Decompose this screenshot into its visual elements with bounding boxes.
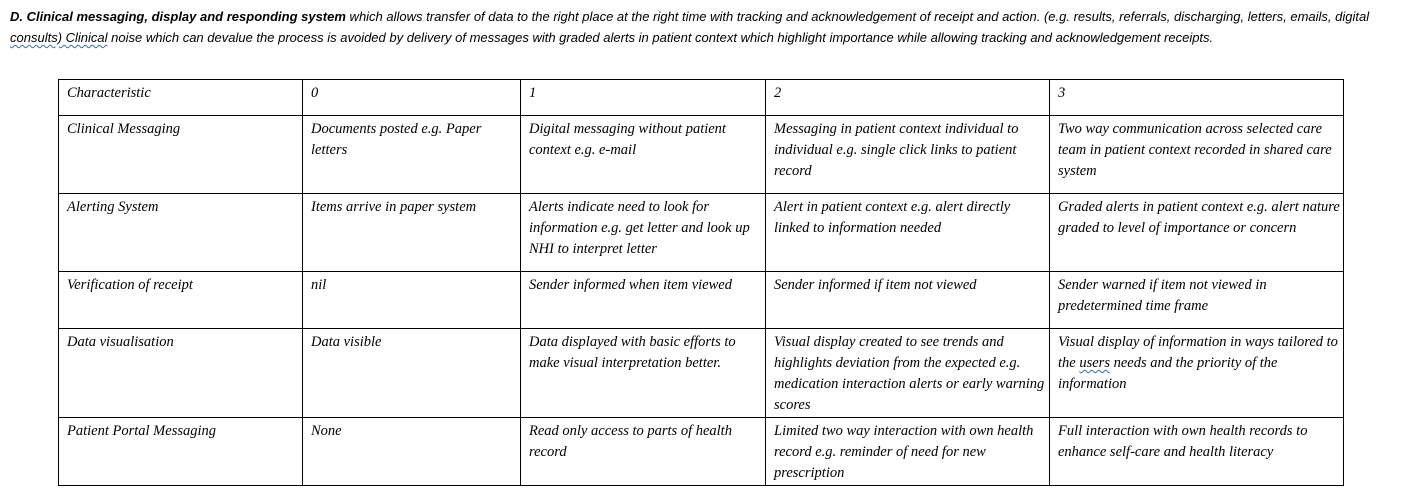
level-1-cell: Digital messaging without patient context e.g. e-mail (521, 116, 766, 194)
level-3-cell: Full interaction with own health records to enhance self-care and health literacy (1050, 418, 1344, 486)
characteristic-cell: Patient Portal Messaging (59, 418, 303, 486)
level-3-cell: Sender warned if item not viewed in predetermined time frame (1050, 272, 1344, 329)
level-3-cell (1050, 329, 1344, 418)
level-0-cell: nil (303, 272, 521, 329)
level-3-cell: Graded alerts in patient context e.g. alert nature graded to level of importance or concern (1050, 194, 1344, 272)
characteristic-cell: Clinical Messaging (59, 116, 303, 194)
level-2-cell: Messaging in patient context individual to individual e.g. single click links to patient record (766, 116, 1050, 194)
level-0-cell: Items arrive in paper system (303, 194, 521, 272)
level-2-cell: Alert in patient context e.g. alert directly linked to information needed (766, 194, 1050, 272)
level-3-text-after: needs and the priority of the information (1058, 355, 1278, 392)
level-0-cell: Data visible (303, 329, 521, 418)
section-heading: D. Clinical messaging, display and responding system (10, 9, 346, 24)
level-2-cell: Sender informed if item not viewed (766, 272, 1050, 329)
level-2-cell: Limited two way interaction with own health record e.g. reminder of need for new prescription (766, 418, 1050, 486)
header-level-0: 0 (303, 80, 521, 116)
characteristic-cell: Data visualisation (59, 329, 303, 418)
spellcheck-flagged-text: consults) Clinical (10, 30, 108, 45)
intro-paragraph (10, 6, 1414, 48)
table-row (59, 116, 1344, 194)
table-row (59, 194, 1344, 272)
level-1-cell: Data displayed with basic efforts to make visual interpretation better. (521, 329, 766, 418)
level-1-cell: Alerts indicate need to look for information e.g. get letter and look up NHI to interpret letter (521, 194, 766, 272)
level-2-cell: Visual display created to see trends and highlights deviation from the expected e.g. medication interaction alerts or early warning scores (766, 329, 1050, 418)
level-1-cell: Read only access to parts of health record (521, 418, 766, 486)
header-level-1: 1 (521, 80, 766, 116)
table-row (59, 329, 1344, 418)
header-characteristic: Characteristic (59, 80, 303, 116)
maturity-table (58, 79, 1344, 486)
characteristic-cell: Alerting System (59, 194, 303, 272)
table-row (59, 272, 1344, 329)
level-1-cell: Sender informed when item viewed (521, 272, 766, 329)
level-3-cell: Two way communication across selected care team in patient context recorded in shared care system (1050, 116, 1344, 194)
table-row (59, 418, 1344, 486)
table-header-row (59, 80, 1344, 116)
header-level-2: 2 (766, 80, 1050, 116)
intro-text-part1: which allows transfer of data to the right place at the right time with tracking and acknowledgement of receipt and action. (e.g. results, referrals, discharging, letters, emails, digital (345, 9, 1370, 24)
spellcheck-flagged-word: users (1079, 355, 1110, 371)
level-0-cell: None (303, 418, 521, 486)
intro-text-part2: noise which can devalue the process is avoided by delivery of messages with graded alerts in patient context which highlight importance while allowing tracking and acknowledgement receipts. (107, 30, 1214, 45)
header-level-3: 3 (1050, 80, 1344, 116)
level-0-cell: Documents posted e.g. Paper letters (303, 116, 521, 194)
characteristic-cell: Verification of receipt (59, 272, 303, 329)
level-3-text-before: Visual display of information in ways tailored to the (1058, 334, 1338, 371)
